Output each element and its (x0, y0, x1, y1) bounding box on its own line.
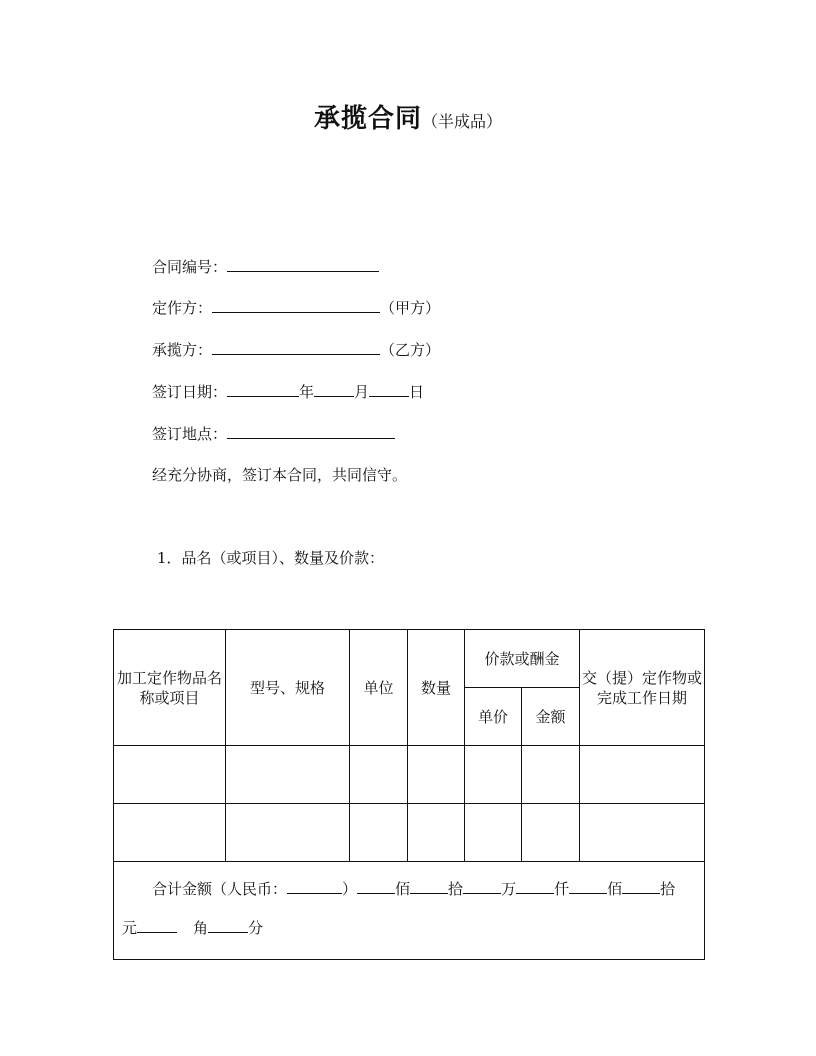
unit-wan: 万 (501, 880, 517, 898)
unit-yuan: 元 (122, 919, 138, 937)
section-1-heading (157, 548, 384, 568)
header-amount: 金额 (522, 688, 580, 746)
jiao-field[interactable] (208, 918, 248, 933)
table-cell[interactable] (522, 804, 580, 862)
header-unit-price: 单价 (465, 688, 522, 746)
bai-field[interactable] (357, 879, 395, 894)
bai2-field[interactable] (569, 879, 607, 894)
wan-field[interactable] (463, 879, 501, 894)
title-main: 承揽合同 (313, 104, 422, 134)
table-header-row-1 (114, 630, 705, 688)
party-b-line (152, 340, 440, 360)
sign-place-field[interactable] (227, 424, 395, 439)
unit-shi: 拾 (448, 880, 464, 898)
section-1-text: 1．品名（或项目）、数量及价款： (157, 549, 385, 567)
party-a-line (152, 298, 440, 318)
table-cell[interactable] (114, 804, 226, 862)
shi-field[interactable] (410, 879, 448, 894)
day-field[interactable] (369, 382, 409, 397)
total-row (114, 862, 705, 960)
header-delivery-date: 交（提）定作物或完成工作日期 (580, 630, 705, 746)
month-field[interactable] (314, 382, 354, 397)
party-b-field[interactable] (212, 340, 380, 355)
table-cell[interactable] (408, 804, 465, 862)
contract-number-field[interactable] (227, 257, 379, 272)
total-rmb-field[interactable] (287, 879, 342, 894)
sign-place-label: 签订地点： (152, 425, 228, 443)
party-b-label: 承揽方： (152, 341, 213, 359)
table-cell[interactable] (408, 746, 465, 804)
header-quantity: 数量 (408, 630, 465, 746)
total-line-2 (114, 899, 704, 959)
shi2-field[interactable] (622, 879, 660, 894)
total-cell (114, 862, 705, 960)
party-a-label: 定作方： (152, 299, 213, 317)
party-a-suffix: （甲方） (380, 299, 441, 317)
table-cell[interactable] (114, 746, 226, 804)
unit-bai: 佰 (395, 880, 411, 898)
sign-date-label: 签订日期： (152, 383, 228, 401)
total-prefix: 合计金额（人民币： (152, 880, 288, 898)
party-b-suffix: （乙方） (380, 341, 441, 359)
yuan-field[interactable] (137, 918, 177, 933)
unit-fen: 分 (248, 919, 264, 937)
contract-number-label: 合同编号： (152, 258, 228, 276)
table-cell[interactable] (522, 746, 580, 804)
table-cell[interactable] (580, 746, 705, 804)
contract-number-line (152, 257, 379, 277)
title-sub: （半成品） (422, 112, 503, 131)
qian-field[interactable] (516, 879, 554, 894)
unit-shi-2: 拾 (660, 880, 676, 898)
table-cell[interactable] (580, 804, 705, 862)
sign-place-line (152, 424, 395, 444)
header-price-group: 价款或酬金 (465, 630, 580, 688)
table-cell[interactable] (226, 746, 350, 804)
unit-qian: 仟 (554, 880, 570, 898)
day-label: 日 (409, 383, 425, 401)
table-row (114, 746, 705, 804)
table-cell[interactable] (350, 746, 408, 804)
header-model: 型号、规格 (226, 630, 350, 746)
header-unit: 单位 (350, 630, 408, 746)
agreement-text: 经充分协商，签订本合同，共同信守。 (152, 466, 408, 484)
items-table (113, 629, 705, 960)
total-line-1 (114, 862, 704, 899)
header-item-name: 加工定作物品名称或项目 (114, 630, 226, 746)
unit-bai-2: 佰 (607, 880, 623, 898)
year-label: 年 (299, 383, 315, 401)
total-close: ） (342, 880, 358, 898)
table-cell[interactable] (350, 804, 408, 862)
party-a-field[interactable] (212, 298, 380, 313)
document-title (0, 98, 816, 135)
table-cell[interactable] (465, 804, 522, 862)
agreement-line (152, 465, 407, 485)
unit-jiao: 角 (193, 919, 209, 937)
year-field[interactable] (227, 382, 299, 397)
sign-date-line (152, 382, 424, 402)
month-label: 月 (354, 383, 370, 401)
table-row (114, 804, 705, 862)
table-cell[interactable] (465, 746, 522, 804)
table-cell[interactable] (226, 804, 350, 862)
